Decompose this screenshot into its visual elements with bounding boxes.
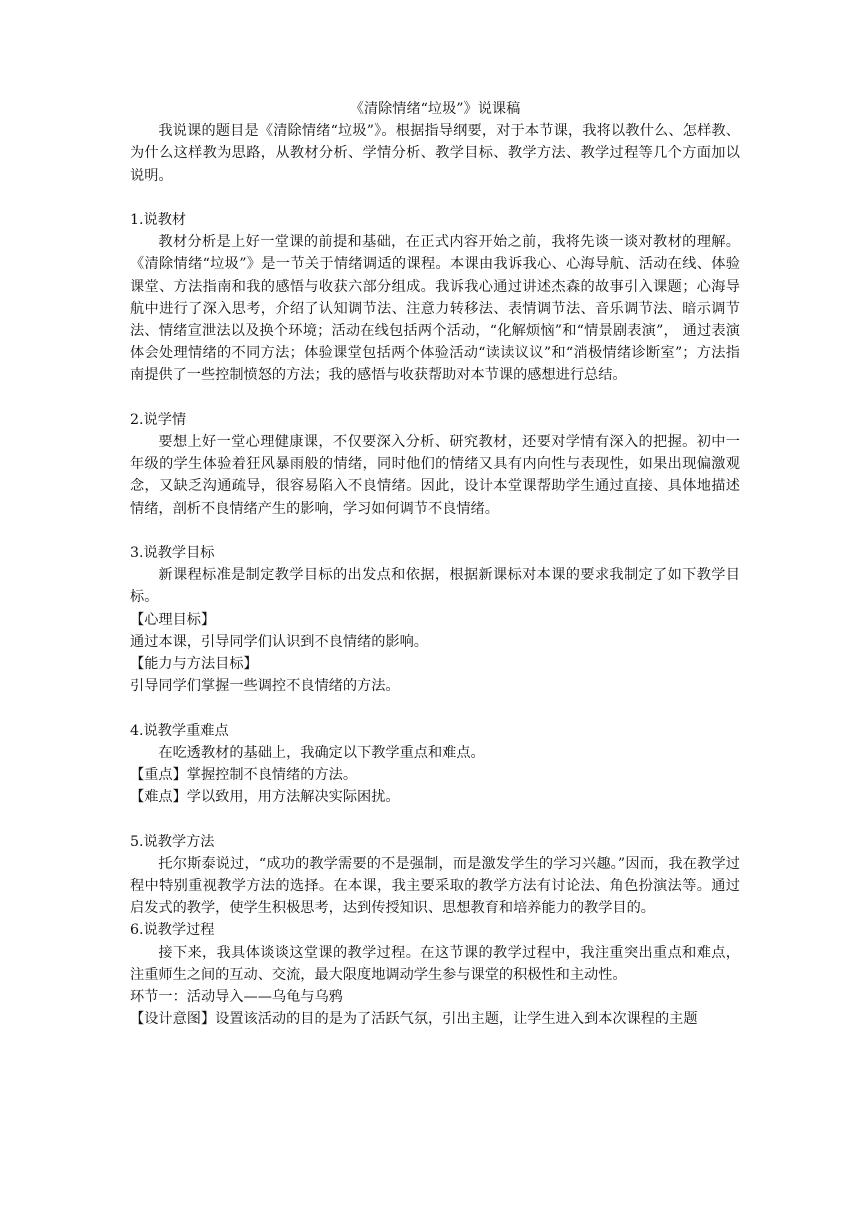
spacer <box>130 187 740 209</box>
design-intent: 【设计意图】设置该活动的目的是为了活跃气氛，引出主题，让学生进入到本次课程的主题 <box>130 1011 698 1028</box>
document-title: 《清除情绪“垃圾”》说课稿 <box>349 101 521 117</box>
section-2-paragraph: 要想上好一堂心理健康课，不仅要深入分析、研究教材，还要对学情有深入的把握。初中一年级的学生体验着狂风暴雨般的情绪，同时他们的情绪又具有内向性与表现性，如果出现偏激观念，又缺乏沟通疏导，很容易陷入不良情绪。因此，设计本堂课帮助学生通过直接、具体地描述情绪，剖析不良情绪产生的影响，学习如何调节不良情绪。 <box>130 434 740 517</box>
psychology-goal-label: 【心理目标】 <box>130 611 216 628</box>
ability-goal-text: 引导同学们掌握一些调控不良情绪的方法。 <box>130 678 400 695</box>
spacer <box>130 697 740 719</box>
psychology-goal-text: 通过本课，引导同学们认识到不良情绪的影响。 <box>130 633 428 650</box>
document-page <box>130 98 740 1030</box>
section-heading-3: 3.说教学目标 <box>130 545 215 562</box>
section-heading-1: 1.说教材 <box>130 212 187 228</box>
spacer <box>130 520 740 542</box>
intro-paragraph: 我说课的题目是《清除情绪“垃圾”》。根据指导纲要，对于本节课，我将以教什么、怎样教、为什么这样教为思路，从教材分析、学情分析、教学目标、教学方法、教学过程等几个方面加以说明。 <box>130 123 740 184</box>
section-4-paragraph: 在吃透教材的基础上，我确定以下教学重点和难点。 <box>158 744 485 761</box>
difficult-point: 【难点】学以致用，用方法解决实际困扰。 <box>130 789 400 806</box>
spacer <box>130 387 740 409</box>
section-3-paragraph: 新课程标准是制定教学目标的出发点和依据，根据新课标对本课的要求我制定了如下教学目标。 <box>130 567 740 606</box>
spacer <box>130 808 740 830</box>
section-heading-5: 5.说教学方法 <box>130 833 215 850</box>
section-5-paragraph: 托尔斯泰说过，“成功的教学需要的不是强制，而是激发学生的学习兴趣。”因而，我在教学过程中特别重视教学方法的选择。在本课，我主要采取的教学方法有讨论法、角色扮演法等。通过启发式的教学，使学生积极思考，达到传授知识、思想教育和培养能力的教学目的。 <box>130 855 740 917</box>
section-heading-4: 4.说教学重难点 <box>130 722 229 739</box>
ability-goal-label: 【能力与方法目标】 <box>130 656 258 673</box>
key-point: 【重点】掌握控制不良情绪的方法。 <box>130 767 358 784</box>
section-heading-6: 6.说教学过程 <box>130 922 215 939</box>
section-heading-2: 2.说学情 <box>130 411 187 428</box>
section-1-paragraph: 教材分析是上好一堂课的前提和基础，在正式内容开始之前，我将先谈一谈对教材的理解。《清除情绪“垃圾”》是一节关于情绪调适的课程。本课由我诉我心、心海导航、活动在线、体验课堂、方法指南和我的感悟与收获六部分组成。我诉我心通过讲述杰森的故事引入课题；心海导航中进行了深入思考，介绍了认知调节法、注意力转移法、表情调节法、音乐调节法、暗示调节法、情绪宣泄法以及换个环境；活动在线包括两个活动，“化解烦恼”和“情景剧表演”， 通过表演体会处理情绪的不同方法；体验课堂包括两个体验活动“读读议议”和“消极情绪诊断室”；方法指南提供了一些控制愤怒的方法；我的感悟与收获帮助对本节课的感想进行总结。 <box>130 234 740 384</box>
step-one-title: 环节一：活动导入——乌龟与乌鸦 <box>130 989 343 1006</box>
section-6-paragraph: 接下来，我具体谈谈这堂课的教学过程。在这节课的教学过程中，我注重突出重点和难点，注重师生之间的互动、交流，最大限度地调动学生参与课堂的积极性和主动性。 <box>130 944 740 983</box>
